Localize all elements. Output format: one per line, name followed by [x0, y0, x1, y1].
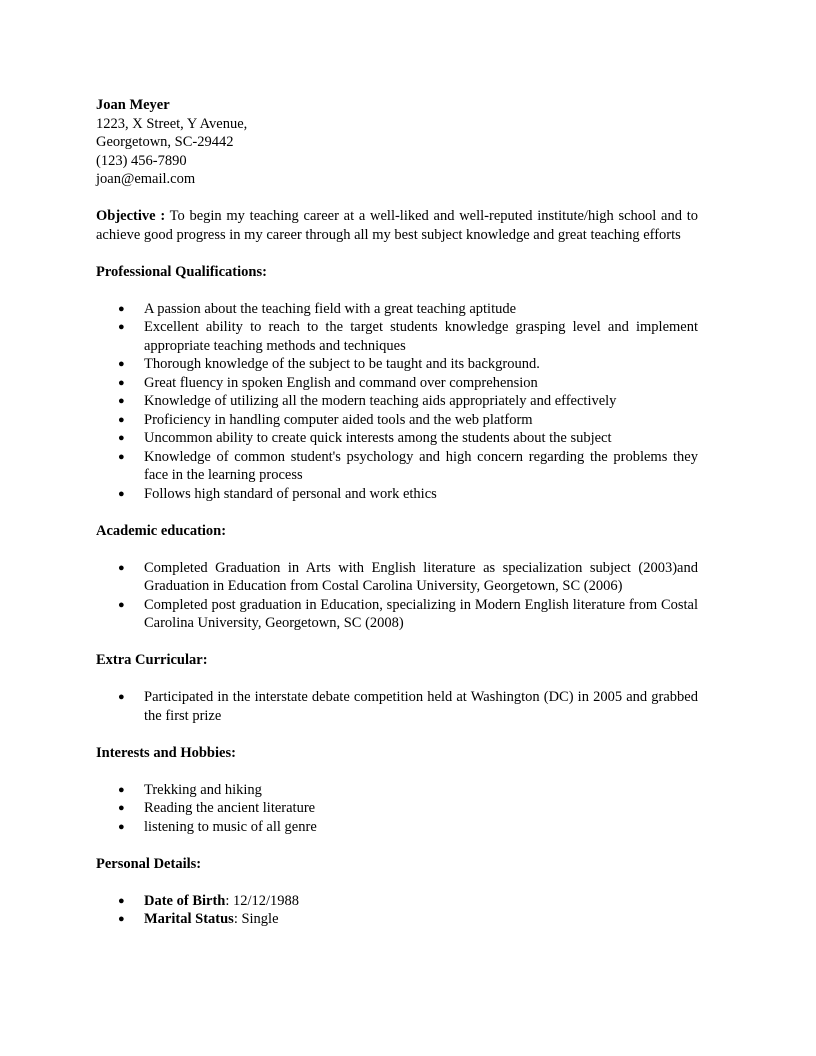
list-item	[96, 799, 698, 818]
personal-details-heading: Personal Details:	[96, 855, 202, 872]
list-item-text: Follows high standard of personal and work ethics	[144, 485, 437, 502]
bullet-icon: ●	[118, 783, 125, 796]
objective-paragraph	[96, 207, 698, 244]
interests-list	[96, 781, 698, 837]
applicant-name: Joan Meyer	[96, 97, 170, 113]
list-item-text: Proficiency in handling computer aided tools and the web platform	[144, 411, 533, 428]
list-item-text: A passion about the teaching field with a great teaching aptitude	[144, 300, 517, 317]
address-line-1: 1223, X Street, Y Avenue,	[96, 115, 248, 132]
list-item	[96, 781, 698, 800]
interests-heading: Interests and Hobbies:	[96, 744, 236, 761]
resume-content	[96, 96, 698, 929]
bullet-icon: ●	[118, 802, 125, 814]
spacer	[96, 189, 698, 208]
list-item-text: Completed post graduation in Education, specializing in Modern English literature from Costal Carolina University, Georgetown, SC (2008)	[144, 596, 698, 631]
spacer	[96, 540, 698, 559]
list-item	[96, 374, 698, 393]
list-item-text: Uncommon ability to create quick interests among the students about the subject	[144, 430, 612, 446]
spacer	[96, 633, 698, 652]
bullet-icon: ●	[118, 598, 125, 611]
list-item-text: Participated in the interstate debate competition held at Washington (DC) in 2005 and grabbed the first prize	[144, 689, 698, 724]
bullet-icon: ●	[118, 487, 125, 500]
bullet-icon: ●	[118, 691, 125, 703]
list-item	[96, 559, 698, 596]
list-item-text: Reading the ancient literature	[144, 800, 316, 816]
list-item	[96, 429, 698, 448]
spacer	[96, 836, 698, 855]
marital-status-value: : Single	[233, 911, 279, 927]
list-item	[96, 485, 698, 504]
bullet-icon: ●	[118, 561, 125, 574]
list-item	[96, 355, 698, 374]
bullet-icon: ●	[118, 450, 125, 463]
list-item-text: Trekking and hiking	[144, 781, 262, 798]
bullet-icon: ●	[118, 321, 125, 333]
date-of-birth-value: : 12/12/1988	[225, 892, 300, 909]
spacer	[96, 725, 698, 744]
list-item	[96, 392, 698, 411]
bullet-icon: ●	[118, 358, 125, 370]
bullet-icon: ●	[118, 376, 125, 389]
extra-curricular-heading: Extra Curricular:	[96, 652, 208, 668]
bullet-icon: ●	[118, 413, 125, 426]
spacer	[96, 244, 698, 263]
list-item-text: Knowledge of common student's psychology and high concern regarding the problems they face in the learning process	[144, 448, 698, 483]
list-item-text: Great fluency in spoken English and command over comprehension	[144, 374, 538, 391]
list-item	[96, 448, 698, 485]
list-item	[96, 318, 698, 355]
personal-details-list	[96, 892, 698, 929]
spacer	[96, 503, 698, 522]
bullet-icon: ●	[118, 820, 125, 833]
list-item	[96, 892, 698, 911]
list-item	[96, 910, 698, 929]
address-line-2: Georgetown, SC-29442	[96, 134, 234, 150]
list-item-text: Excellent ability to reach to the target students knowledge grasping level and implement appropriate teaching methods and techniques	[144, 319, 698, 354]
spacer	[96, 670, 698, 689]
bullet-icon: ●	[118, 302, 125, 315]
email-address: joan@email.com	[96, 171, 196, 187]
objective-text: To begin my teaching career at a well-liked and well-reputed institute/high school and to achieve good progress in my career through all my best subject knowledge and great teaching efforts	[96, 208, 698, 243]
list-item-text: Thorough knowledge of the subject to be taught and its background.	[144, 356, 540, 372]
list-item	[96, 818, 698, 837]
list-item-text: Knowledge of utilizing all the modern teaching aids appropriately and effectively	[144, 393, 617, 409]
marital-status-label: Marital Status	[144, 911, 234, 927]
list-item-text: Completed Graduation in Arts with English literature as specialization subject (2003)and Graduation in Education from Costal Carolina University, Georgetown, SC (2006)	[144, 559, 698, 594]
spacer	[96, 762, 698, 781]
bullet-icon: ●	[118, 913, 125, 925]
spacer	[96, 873, 698, 892]
professional-qualifications-heading: Professional Qualifications:	[96, 263, 267, 280]
spacer	[96, 281, 698, 300]
list-item	[96, 300, 698, 319]
list-item	[96, 688, 698, 725]
objective-label: Objective :	[96, 208, 166, 224]
list-item-text: listening to music of all genre	[144, 818, 317, 835]
bullet-icon: ●	[118, 395, 125, 407]
bullet-icon: ●	[118, 432, 125, 444]
professional-qualifications-list	[96, 300, 698, 504]
academic-education-list	[96, 559, 698, 633]
extra-curricular-list	[96, 688, 698, 725]
academic-education-heading: Academic education:	[96, 522, 227, 539]
list-item	[96, 411, 698, 430]
date-of-birth-label: Date of Birth	[144, 892, 226, 909]
phone-number: (123) 456-7890	[96, 152, 187, 169]
bullet-icon: ●	[118, 894, 125, 907]
list-item	[96, 596, 698, 633]
